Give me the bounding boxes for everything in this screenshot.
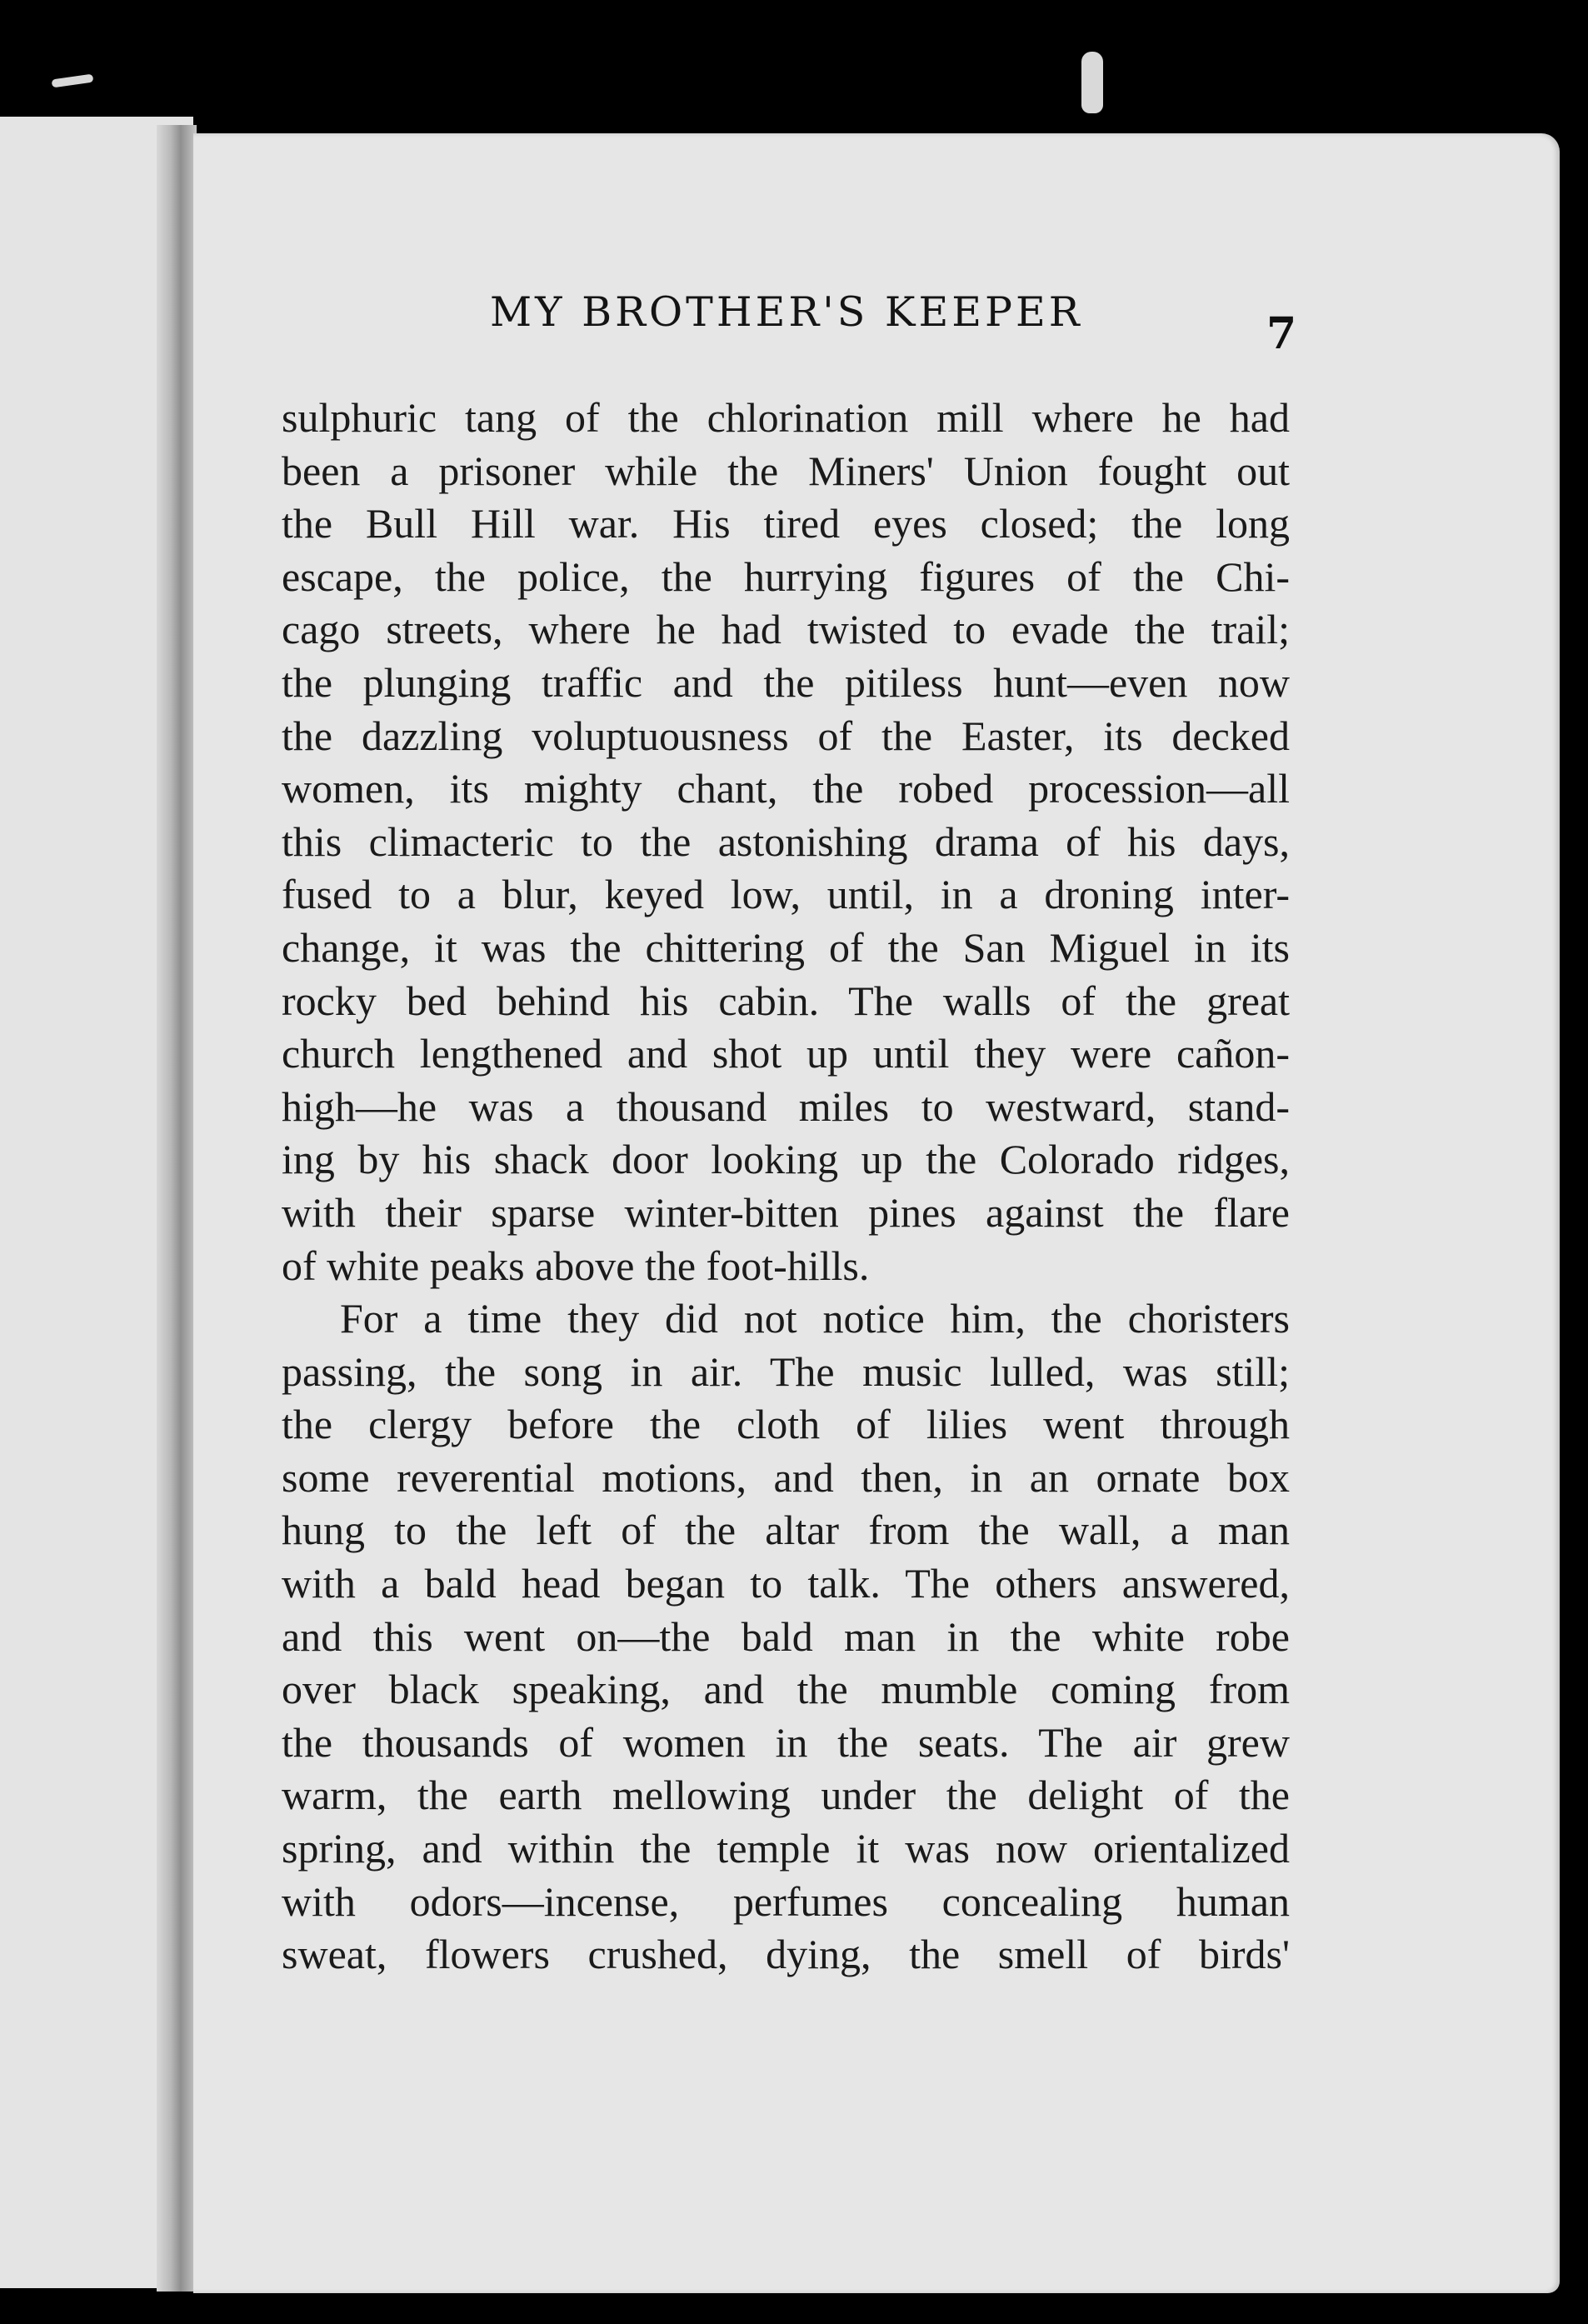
text-line: For a time they did not notice him, the choristers — [340, 1295, 1290, 1342]
text-line: hung to the left of the altar from the wall, a man — [282, 1507, 1290, 1554]
text-line: this climacteric to the astonishing drama of his days, — [282, 817, 1290, 865]
text-line: cago streets, where he had twisted to evade the trail; — [282, 606, 1290, 653]
text-line: fused to a blur, keyed low, until, in a droning inter- — [282, 871, 1290, 918]
text-line: with odors—incense, perfumes concealing human — [282, 1877, 1290, 1925]
text-line: the dazzling voluptuousness of the Easter, its decked — [282, 712, 1290, 759]
text-line: escape, the police, the hurrying figures of the Chi- — [282, 552, 1290, 600]
text-line: some reverential motions, and then, in an ornate box — [282, 1453, 1290, 1501]
text-line: spring, and within the temple it was now orientalized — [282, 1825, 1290, 1872]
page-number: 7 — [1266, 308, 1297, 359]
text-line: been a prisoner while the Miners' Union fought out — [282, 447, 1290, 494]
text-line: change, it was the chittering of the San Miguel in its — [282, 923, 1290, 971]
text-line: ing by his shack door looking up the Colorado ridges, — [282, 1136, 1290, 1183]
text-line: sweat, flowers crushed, dying, the smell of birds' — [282, 1931, 1290, 1978]
text-line: passing, the song in air. The music lulled, was still; — [282, 1347, 1290, 1395]
text-line: over black speaking, and the mumble coming from — [282, 1666, 1290, 1713]
text-line: of white peaks above the foot-hills. — [282, 1242, 870, 1289]
scan-clip-mark — [1081, 52, 1103, 113]
text-line: high—he was a thousand miles to westward, stand- — [282, 1082, 1290, 1130]
text-line: with a bald head began to talk. The others answered, — [282, 1560, 1290, 1607]
running-head: MY BROTHER'S KEEPER — [490, 288, 1083, 336]
book-gutter — [157, 125, 197, 2292]
body-text — [282, 392, 1290, 1982]
text-line: women, its mighty chant, the robed procession—all — [282, 765, 1290, 812]
scan-artifact-mark — [52, 74, 94, 88]
text-line: warm, the earth mellowing under the delight of the — [282, 1772, 1290, 1819]
text-line: the plunging traffic and the pitiless hunt—even now — [282, 658, 1290, 706]
text-line: the clergy before the cloth of lilies went through — [282, 1401, 1290, 1448]
text-line: the Bull Hill war. His tired eyes closed; the long — [282, 500, 1290, 547]
text-line: with their sparse winter-bitten pines against the flare — [282, 1188, 1290, 1236]
text-line: the thousands of women in the seats. The air grew — [282, 1718, 1290, 1766]
text-line: sulphuric tang of the chlorination mill where he had — [282, 394, 1290, 441]
text-line: church lengthened and shot up until they were cañon- — [282, 1030, 1290, 1077]
text-line: and this went on—the bald man in the white robe — [282, 1612, 1290, 1660]
text-line: rocky bed behind his cabin. The walls of the great — [282, 977, 1290, 1024]
